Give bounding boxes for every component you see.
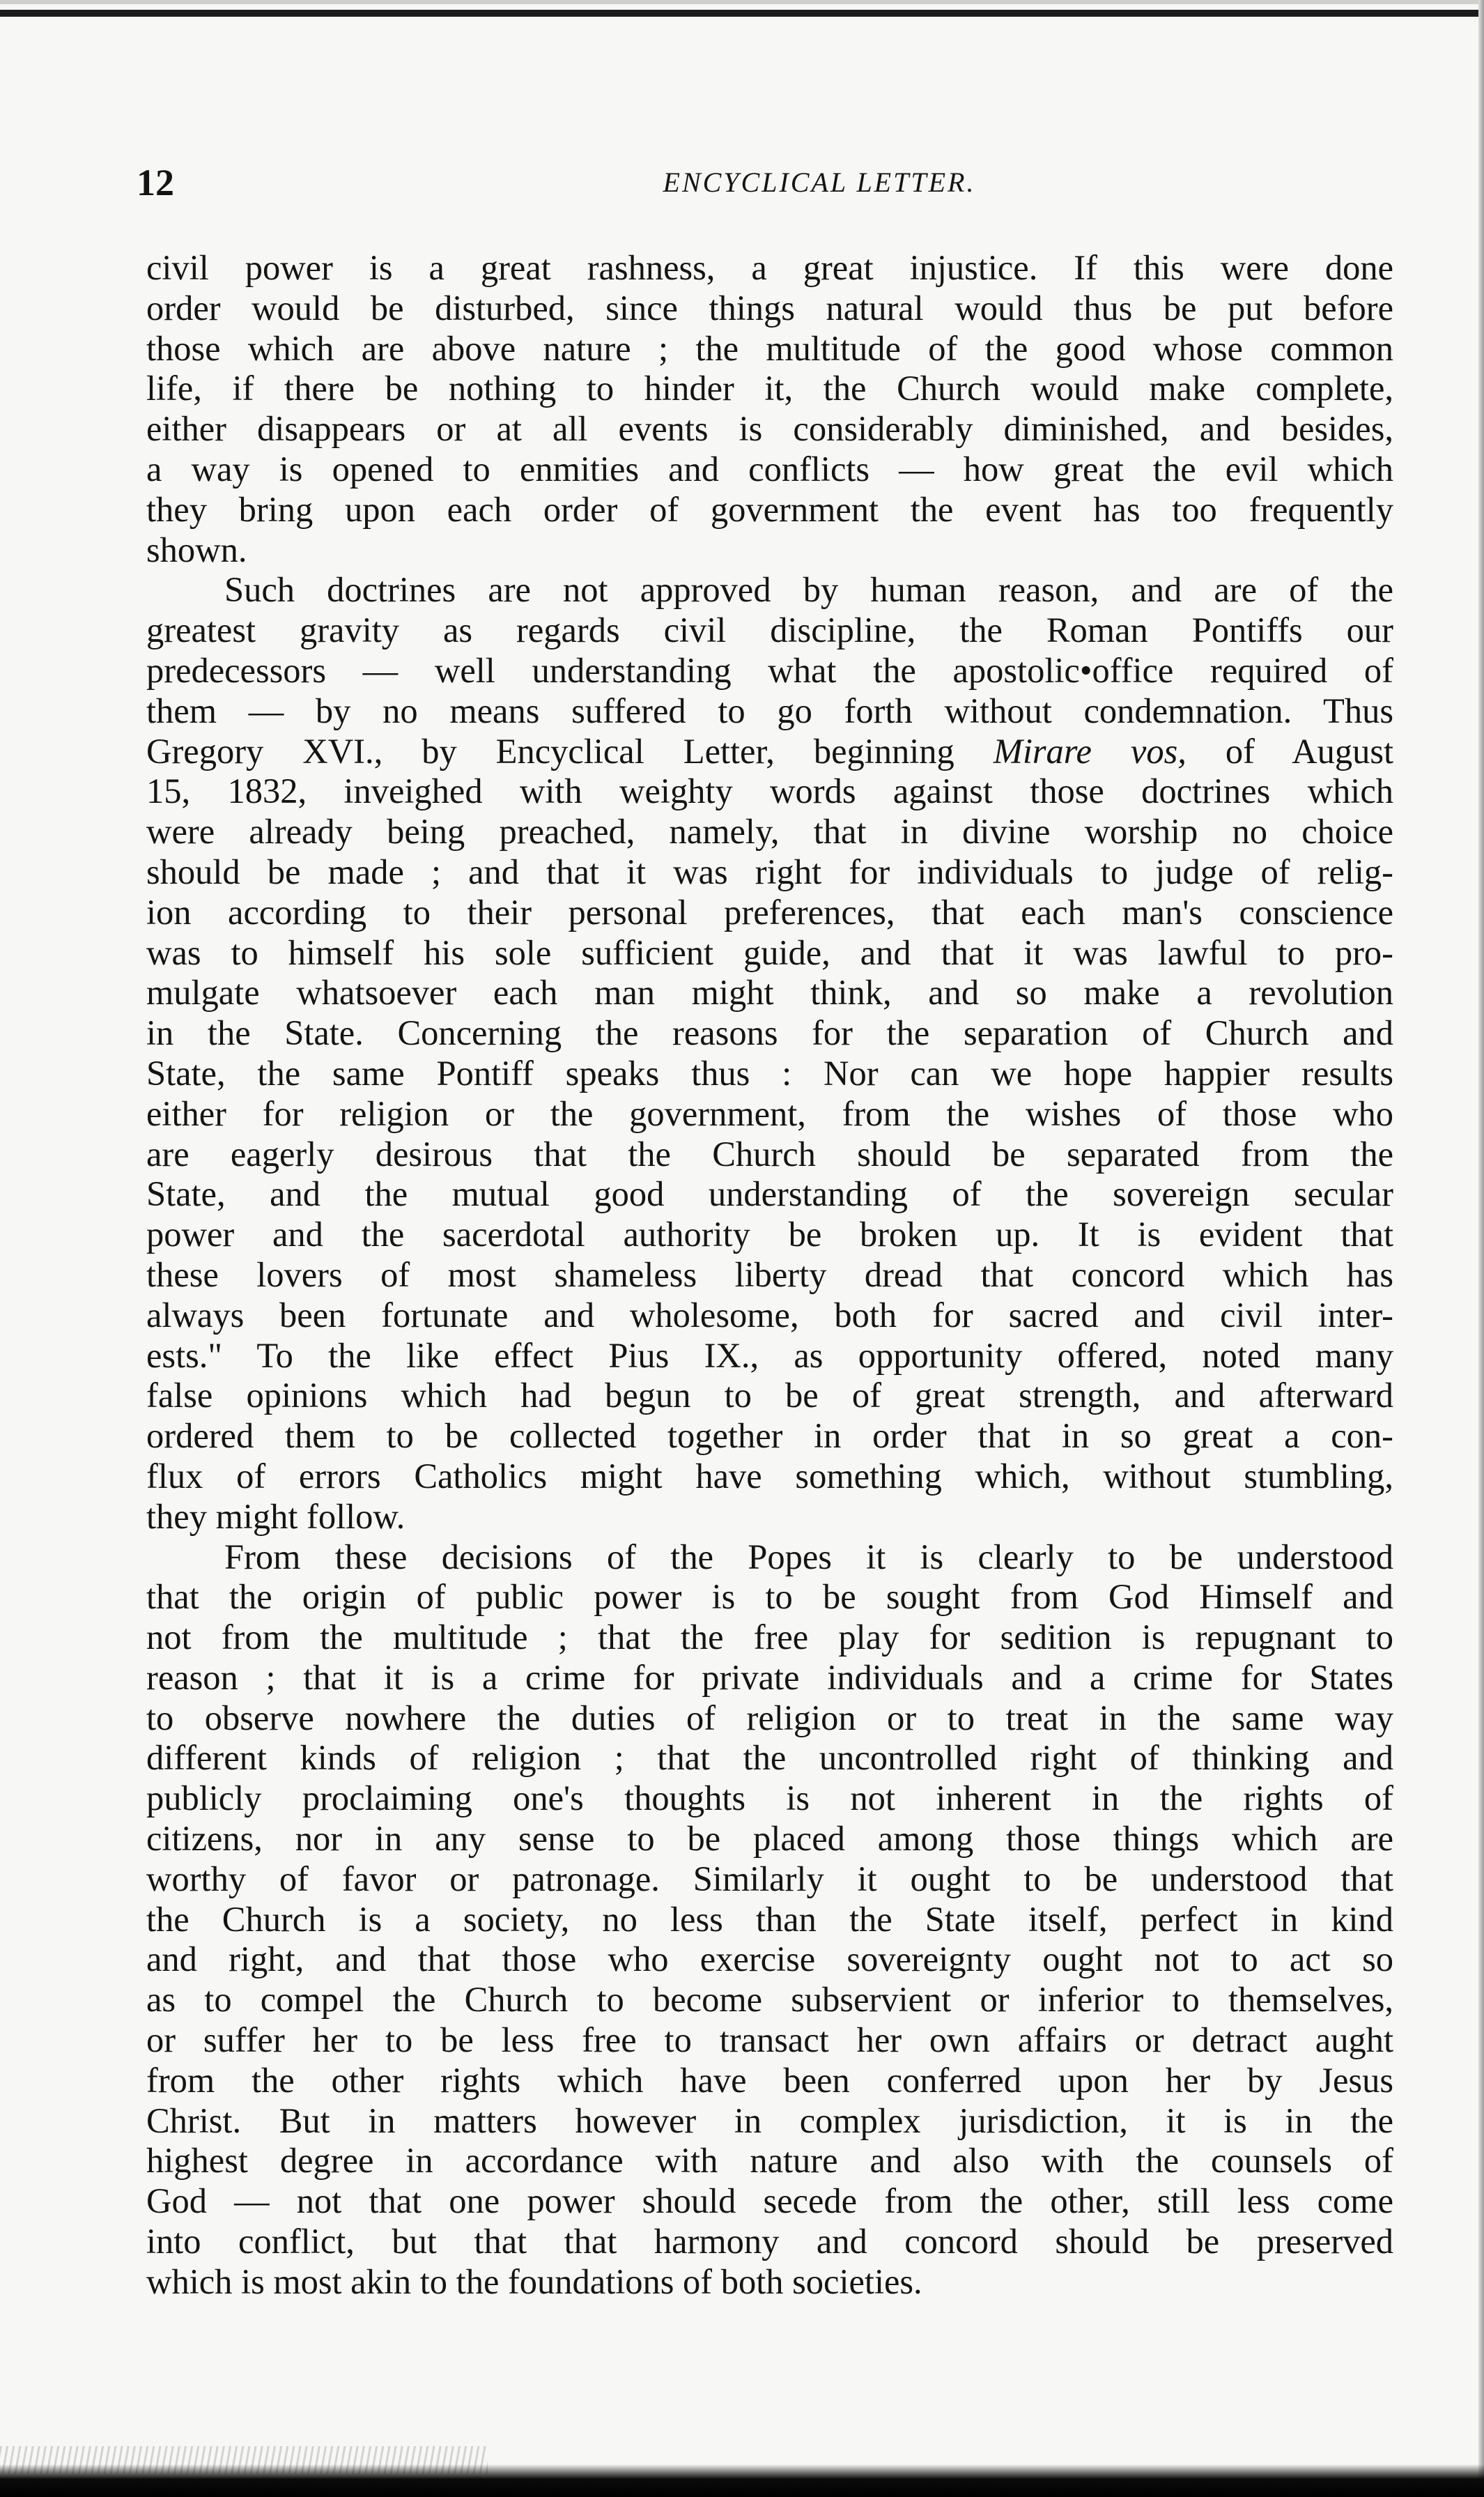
text-line: them — by no means suffered to go forth without condemnation. Thus [146, 691, 1393, 730]
text-line: worthy of favor or patronage. Similarly it ought to be understood that [146, 1859, 1393, 1898]
scan-bottom-edge [0, 2464, 1484, 2497]
text-line: 15, 1832, inveighed with weighty words against those doctrines which [146, 771, 1393, 811]
text-line: in the State. Concerning the reasons for the separation of Church and [146, 1013, 1393, 1053]
text-line: not from the multitude ; that the free play for sedition is repugnant to [146, 1618, 1393, 1657]
text-segment: of August [1225, 731, 1394, 771]
text-line: power and the sacerdotal authority be broken up. It is evident that [146, 1215, 1393, 1254]
text-line: false opinions which had begun to be of great strength, and afterward [146, 1376, 1393, 1415]
page-top-rule [0, 10, 1484, 17]
text-line: they bring upon each order of government the event has too frequently [146, 489, 1393, 529]
paragraph-start-line: From these decisions of the Popes it is clearly to be understood [224, 1537, 1393, 1576]
page-number: 12 [137, 162, 174, 203]
text-line: different kinds of religion ; that the uncontrolled right of thinking and [146, 1738, 1393, 1778]
text-segment: Gregory XVI., by Encyclical Letter, beginning [146, 731, 954, 771]
paragraph-start-line: Such doctrines are not approved by human reason, and are of the [224, 570, 1393, 610]
text-line: ion according to their personal preferences, that each man's conscience [146, 892, 1393, 932]
text-line: should be made ; and that it was right for individuals to judge of relig- [146, 852, 1393, 891]
text-line: Christ. But in matters however in complex jurisdiction, it is in the [146, 2100, 1393, 2140]
text-line: God — not that one power should secede from the other, still less come [146, 2181, 1393, 2221]
page-top-edge [0, 0, 1484, 4]
text-line: ordered them to be collected together in order that in so great a con- [146, 1416, 1393, 1456]
text-line: a way is opened to enmities and conflicts — how great the evil which [146, 449, 1393, 489]
text-line: life, if there be nothing to hinder it, the Church would make complete, [146, 369, 1393, 408]
text-line: those which are above nature ; the multitude of the good whose common [146, 328, 1393, 368]
text-line: these lovers of most shameless liberty dread that concord which has [146, 1254, 1393, 1294]
text-line: highest degree in accordance with nature and also with the counsels of [146, 2141, 1393, 2181]
running-head: ENCYCLICAL LETTER. [663, 167, 976, 198]
text-line: either for religion or the government, from the wishes of those who [146, 1093, 1393, 1133]
body-text [146, 248, 1393, 2303]
text-line: from the other rights which have been conferred upon her by Jesus [146, 2060, 1393, 2100]
text-line: were already being preached, namely, that in divine worship no choice [146, 812, 1393, 852]
text-line: mulgate whatsoever each man might think, and so make a revolution [146, 973, 1393, 1013]
text-line: reason ; that it is a crime for private individuals and a crime for States [146, 1657, 1393, 1697]
text-line: order would be disturbed, since things natural would thus be put before [146, 288, 1393, 328]
text-line: to observe nowhere the duties of religion or to treat in the same way [146, 1698, 1393, 1737]
text-line: ests." To the like effect Pius IX., as opportunity offered, noted many [146, 1335, 1393, 1375]
text-line: or suffer her to be less free to transact her own affairs or detract aught [146, 2020, 1393, 2060]
text-line: citizens, nor in any sense to be placed among those things which are [146, 1819, 1393, 1859]
text-line: the Church is a society, no less than the State itself, perfect in kind [146, 1899, 1393, 1939]
text-line: flux of errors Catholics might have something which, without stumbling, [146, 1456, 1393, 1496]
text-line: greatest gravity as regards civil discipline, the Roman Pontiffs our [146, 610, 1393, 650]
encyclical-title-italic: Mirare vos, [993, 731, 1187, 771]
text-line: State, the same Pontiff speaks thus : Nor can we hope happier results [146, 1053, 1393, 1093]
text-line: shown. [146, 530, 247, 569]
text-line: always been fortunate and wholesome, both for sacred and civil inter- [146, 1295, 1393, 1335]
text-line: they might follow. [146, 1496, 405, 1536]
text-line: and right, and that those who exercise sovereignty ought not to act so [146, 1939, 1393, 1979]
text-line: as to compel the Church to become subservient or inferior to themselves, [146, 1980, 1393, 2020]
text-line: predecessors — well understanding what the apostolic•office required of [146, 650, 1393, 690]
text-line: into conflict, but that that harmony and concord should be preserved [146, 2222, 1393, 2261]
text-line: civil power is a great rashness, a great injustice. If this were done [146, 248, 1393, 287]
text-line: State, and the mutual good understanding of the sovereign secular [146, 1174, 1393, 1214]
text-line: which is most akin to the foundations of both societies. [146, 2261, 922, 2301]
page-header [137, 155, 1391, 210]
text-line: either disappears or at all events is considerably diminished, and besides, [146, 409, 1393, 449]
text-line: was to himself his sole sufficient guide, and that it was lawful to pro- [146, 932, 1393, 972]
text-line-with-italic-title [146, 732, 1393, 772]
text-line: that the origin of public power is to be sought from God Himself and [146, 1577, 1393, 1617]
page-right-edge [1478, 0, 1484, 2497]
text-line: are eagerly desirous that the Church should be separated from the [146, 1134, 1393, 1174]
text-line: publicly proclaiming one's thoughts is not inherent in the rights of [146, 1778, 1393, 1818]
